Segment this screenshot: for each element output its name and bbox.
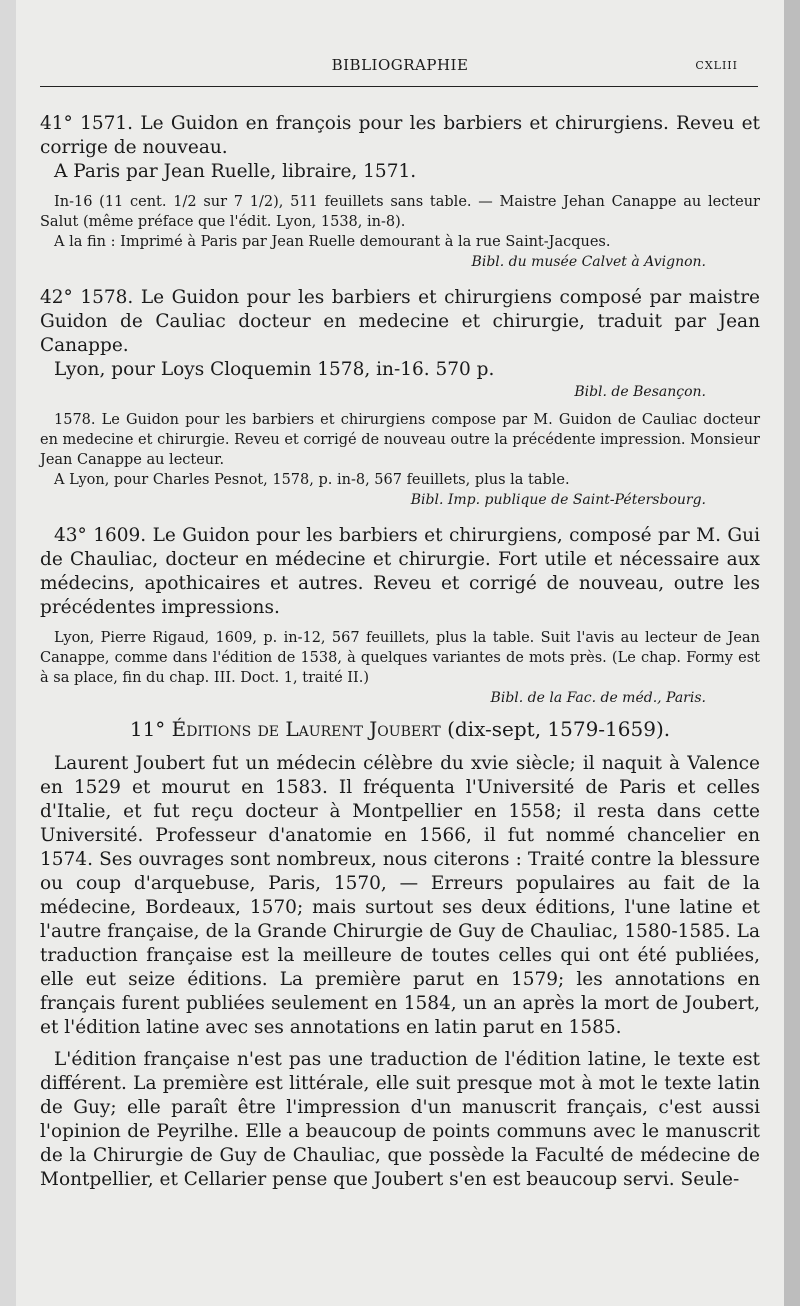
entry-42-bibl: Bibl. de Besançon. [574, 384, 706, 400]
entry-41-title: 41° 1571. Le Guidon en françois pour les barbiers et chirurgiens. Reveu et corrige de nouveau. [40, 113, 760, 158]
entry-43-note-1: Lyon, Pierre Rigaud, 1609, p. in-12, 567 feuillets, plus la table. Suit l'avis au lecteur de Jean Canappe, comme dans l'édition de 1538, à quelques variantes de mots près. (Le chap. Formy est à sa place, fin du chap. III. Doct. 1, traité II.) [40, 630, 760, 686]
header-rule [40, 86, 758, 87]
header-title: BIBLIOGRAPHIE [331, 56, 469, 74]
paragraph-2: L'édition française n'est pas une traduction de l'édition latine, le texte est différent. La première est littérale, elle suit presque mot à mot le texte latin de Guy; elle paraît être l'impression d'un manuscrit français, c'est aussi l'opinion de Peyrilhe. Elle a beaucoup de points communs avec le manuscrit de la Chirurgie de Guy de Chauliac, que possède la Faculté de médecine de Montpellier, et Cellarier pense que Joubert s'en est beaucoup servi. Seule- [40, 1049, 760, 1190]
section-heading [40, 716, 760, 742]
entry-42-note-2: A Lyon, pour Charles Pesnot, 1578, p. in-8, 567 feuillets, plus la table. [54, 472, 570, 488]
entry-43-bibl: Bibl. de la Fac. de méd., Paris. [490, 690, 706, 706]
entry-42-bibl-2: Bibl. Imp. publique de Saint-Pétersbourg. [410, 492, 706, 508]
page-number: CXLIII [695, 59, 738, 72]
entry-41-bibl: Bibl. du musée Calvet à Avignon. [471, 254, 706, 270]
section-number: 11° [129, 717, 166, 741]
page-body [40, 112, 760, 1192]
paragraph-1: Laurent Joubert fut un médecin célèbre du xvie siècle; il naquit à Valence en 1529 et mourut en 1583. Il fréquenta l'Université de Paris et celles d'Italie, et fut reçu docteur à Montpellier en 1558; il resta dans cette Université. Professeur d'anatomie en 1566, il fut nommé chancelier en 1574. Ses ouvrages sont nombreux, nous citerons : Traité contre la blessure ou coup d'arquebuse, Paris, 1570, — Erreurs populaires au fait de la médecine, Bordeaux, 1570; mais surtout ses deux éditions, l'une latine et l'autre française, de la Grande Chirurgie de Guy de Chauliac, 1580-1585. La traduction française est la meilleure de toutes celles qui ont été publiées, elle eut seize éditions. La première parut en 1579; les annotations en français furent publiées seulement en 1584, un an après la mort de Joubert, et l'édition latine avec ses annotations en latin parut en 1585. [40, 753, 760, 1038]
entry-42-note-1: 1578. Le Guidon pour les barbiers et chirurgiens compose par M. Guidon de Cauliac docteur en medecine et chirurgie. Reveu et corrigé de nouveau outre la précédente impression. Monsieur Jean Canappe au lecteur. [40, 412, 760, 468]
book-page [16, 0, 784, 1306]
entry-42-title: 42° 1578. Le Guidon pour les barbiers et chirurgiens composé par maistre Guidon de Cauliac docteur en medecine et chirurgie, traduit par Jean Canappe. [40, 287, 760, 356]
section-dates: (dix-sept, 1579-1659). [447, 717, 671, 741]
entry-41-note-1: In-16 (11 cent. 1/2 sur 7 1/2), 511 feuillets sans table. — Maistre Jehan Canappe au lecteur Salut (même préface que l'édit. Lyon, 1538, in-8). [40, 194, 760, 230]
section-title: Éditions de Laurent Joubert [171, 717, 441, 741]
entry-41-note-2: A la fin : Imprimé à Paris par Jean Ruelle demourant à la rue Saint-Jacques. [54, 234, 611, 250]
entry-41-imprint: A Paris par Jean Ruelle, libraire, 1571. [54, 161, 417, 182]
page-edge [784, 0, 800, 1306]
running-header [16, 56, 784, 80]
entry-42-imprint: Lyon, pour Loys Cloquemin 1578, in-16. 570 p. [54, 359, 495, 380]
entry-43-title: 43° 1609. Le Guidon pour les barbiers et chirurgiens, composé par M. Gui de Chauliac, docteur en médecine et chirurgie. Fort utile et nécessaire aux médecins, apothicaires et autres. Reveu et corrigé de nouveau, outre les précédentes impressions. [40, 525, 760, 618]
